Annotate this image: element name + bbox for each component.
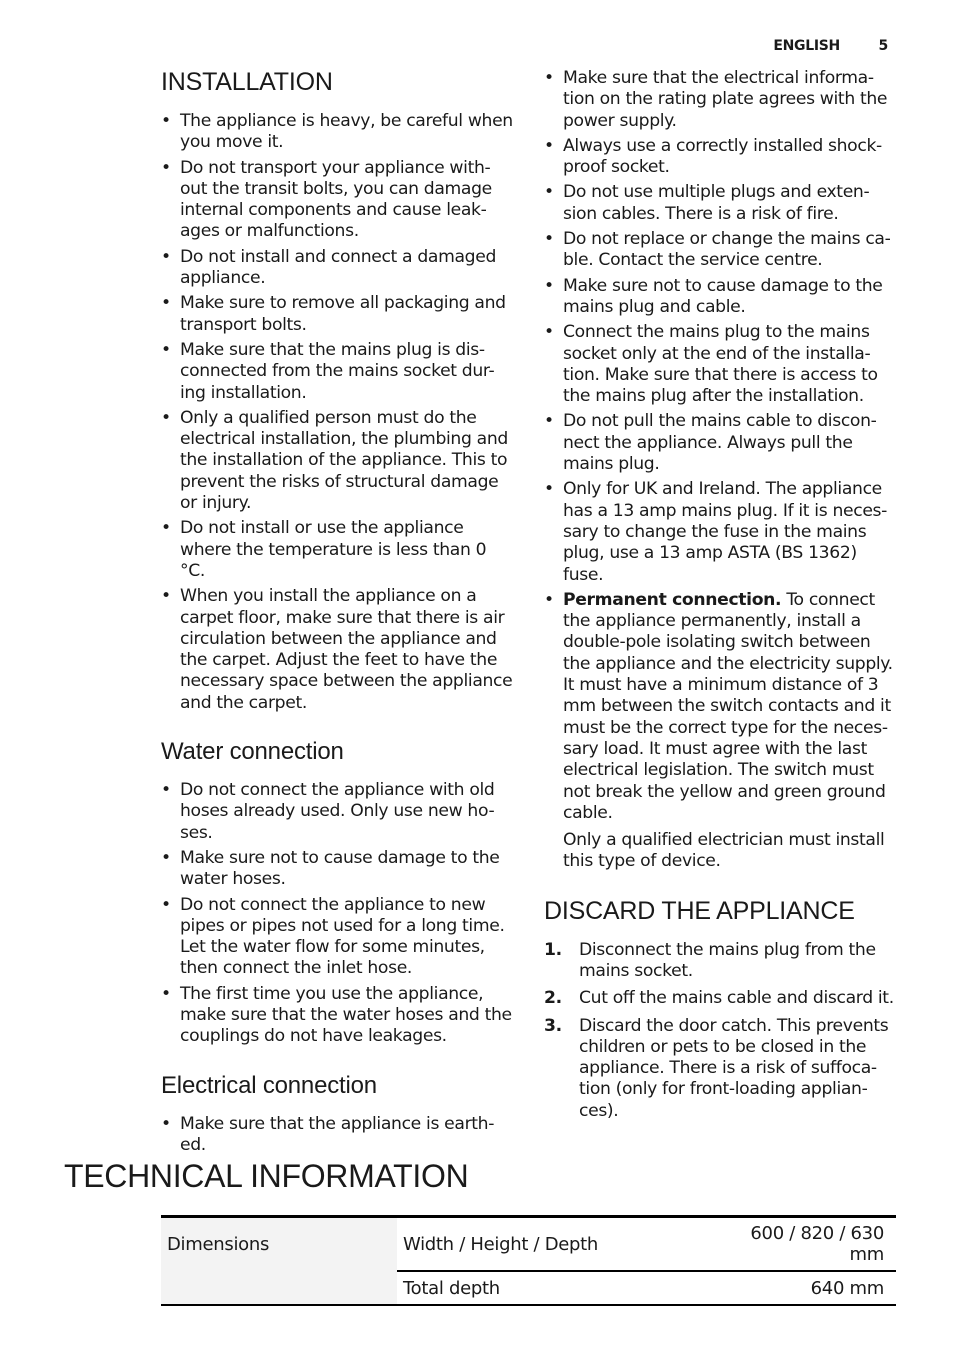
page-number: 5 <box>878 38 888 54</box>
dimensions-label: Dimensions <box>161 1217 397 1272</box>
list-item: • Make sure not to cause damage to the water hoses. <box>161 848 513 891</box>
list-item: • Make sure not to cause damage to the mains plug and cable. <box>544 276 896 319</box>
list-item: • Do not connect the appliance to new pipes or pipes not used for a long time. Let the water flow for some minutes, then connect the inlet hose. <box>161 895 513 980</box>
water-connection-heading: Water connection <box>161 738 344 766</box>
table-row <box>161 1271 896 1305</box>
table-cell-value: 600 / 820 / 630 mm <box>709 1217 896 1272</box>
electrician-note: Only a qualified electrician must install this type of device. <box>563 830 885 872</box>
list-item: • Do not install and connect a damaged appliance. <box>161 247 513 290</box>
table-row <box>161 1217 896 1272</box>
table-cell-empty <box>161 1271 397 1305</box>
dimensions-table <box>161 1215 896 1306</box>
list-item: • Connect the mains plug to the mains socket only at the end of the installa-tion. Make sure that there is access to the mains plug after the installation. <box>544 322 896 407</box>
step-text: Discard the door catch. This prevents children or pets to be closed in the appliance. There is a risk of suffoca-tion (only for front-loading applian-ces). <box>579 1015 889 1121</box>
electrical-connection-list <box>161 1114 513 1157</box>
list-item: • Do not pull the mains cable to discon-nect the appliance. Always pull the mains plug. <box>544 411 896 475</box>
list-item <box>544 940 896 983</box>
electrical-connection-list-continued <box>544 68 896 824</box>
water-connection-list <box>161 780 513 1048</box>
step-number: 3. <box>544 1015 562 1036</box>
electrical-connection-heading: Electrical connection <box>161 1071 377 1099</box>
list-item: • When you install the appliance on a carpet floor, make sure that there is air circulation between the appliance and the carpet. Adjust the feet to have the necessary space between the appliance and the carpet. <box>161 586 513 714</box>
step-number: 2. <box>544 988 562 1009</box>
discard-steps <box>544 940 896 1122</box>
list-item: • Make sure that the appliance is earth-ed. <box>161 1114 513 1157</box>
list-item: • The appliance is heavy, be careful when you move it. <box>161 111 513 154</box>
permanent-connection-item <box>544 590 896 824</box>
left-column <box>161 68 513 1160</box>
page-header <box>773 38 888 54</box>
technical-information-heading: TECHNICAL INFORMATION <box>64 1158 469 1194</box>
step-number: 1. <box>544 939 562 960</box>
list-item: • Do not use multiple plugs and exten-sion cables. There is a risk of fire. <box>544 182 896 225</box>
list-item: • Do not install or use the appliance where the temperature is less than 0 °C. <box>161 518 513 582</box>
list-item: • Only for UK and Ireland. The appliance has a 13 amp mains plug. If it is neces-sary to change the fuse in the mains plug, use a 13 amp ASTA (BS 1362) fuse. <box>544 479 896 585</box>
list-item <box>544 988 896 1009</box>
list-item: • Do not replace or change the mains ca-ble. Contact the service centre. <box>544 229 896 272</box>
step-text: Cut off the mains cable and discard it. <box>579 988 894 1009</box>
list-item: • Make sure to remove all packaging and transport bolts. <box>161 293 513 336</box>
table-cell-label: Total depth <box>397 1271 709 1305</box>
list-item: • Only a qualified person must do the electrical installation, the plumbing and the installation of the appliance. This to prevent the risks of structural damage or injury. <box>161 408 513 514</box>
list-item: • Always use a correctly installed shock-proof socket. <box>544 136 896 179</box>
right-column <box>544 68 896 1128</box>
permanent-connection-label: Permanent connection. <box>563 589 782 610</box>
permanent-connection-text: To connect the appliance permanently, install a double-pole isolating switch between the appliance and the electricity supply. It must have a minimum distance of 3 mm between the switch contacts and it must be the correct type for the neces-sary load. It must agree with the last electrical legislation. The switch must not break the yellow and green ground cable. <box>563 589 893 823</box>
step-text: Disconnect the mains plug from the mains socket. <box>579 939 876 981</box>
list-item: • The first time you use the appliance, make sure that the water hoses and the couplings do not have leakages. <box>161 984 513 1048</box>
list-item: • Make sure that the mains plug is dis-connected from the mains socket dur-ing installation. <box>161 340 513 404</box>
list-item <box>544 1016 896 1122</box>
list-item: • Do not transport your appliance with-out the transit bolts, you can damage internal components and cause leak-ages or malfunctions. <box>161 158 513 243</box>
discard-heading: DISCARD THE APPLIANCE <box>544 896 855 925</box>
list-item: • Make sure that the electrical informa-tion on the rating plate agrees with the power supply. <box>544 68 896 132</box>
table-cell-value: 640 mm <box>709 1271 896 1305</box>
table-cell-label: Width / Height / Depth <box>397 1217 709 1272</box>
list-item: • Do not connect the appliance with old hoses already used. Only use new ho-ses. <box>161 780 513 844</box>
header-language: ENGLISH <box>773 38 840 54</box>
installation-list <box>161 111 513 714</box>
installation-heading: INSTALLATION <box>161 68 333 96</box>
